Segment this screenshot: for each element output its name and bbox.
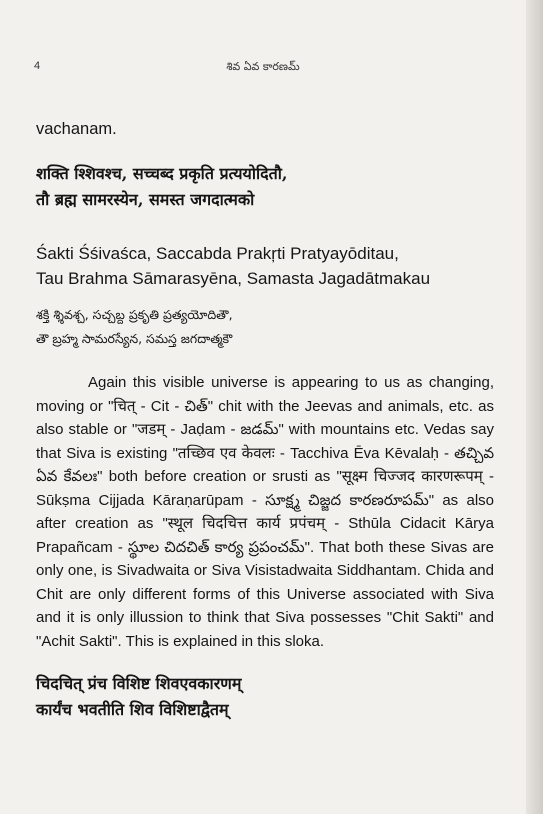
closing-verse-line: चिदचित् प्रंच विशिष्ट शिवएवकारणम्	[36, 674, 242, 693]
verse-telugu-line: శక్తి శ్శివశ్చ, సచ్చబ్ద ప్రకృతి ప్రత్యయోదితౌ,	[36, 307, 233, 322]
page-number: 4	[34, 60, 41, 72]
closing-verse	[36, 671, 494, 723]
body-paragraph-block	[36, 371, 494, 653]
page-header	[34, 60, 492, 80]
verse-devanagari-line: तौ ब्रह्म सामरस्येन, समस्त जगदात्मको	[36, 190, 255, 209]
verse-transliteration-line: Śakti Śśivaśca, Saccabda Prakŗti Pratyayōditau,	[36, 244, 399, 263]
verse-devanagari	[36, 161, 494, 213]
page-edge	[526, 0, 543, 814]
running-title: శివ ఏవ కారణమ్	[226, 60, 300, 73]
verse-transliteration	[36, 241, 494, 291]
closing-verse-line: कार्यंच भवतीति शिव विशिष्टाद्वैतम्	[36, 700, 229, 719]
verse-telugu	[36, 303, 494, 351]
intro-word: vachanam.	[36, 120, 117, 138]
body-paragraph: Again this visible universe is appearing to us as changing, moving or "चित् - Cit - చిత్" chit with the Jeevas and animals, etc. as also stable or "जडम् - Jaḍam - జడమ్" with mountains etc. Vedas say that Siva is existing "तच्छिव एव केवलः - Tacchiva Ēva Kēvalaḥ - తచ్చివ ఏవ కేవలః" both before creation or srusti as "सूक्ष्म चिज्जद कारणरूपम् - Sūkṣma Cijjada Kāraṇarūpam - సూక్ష్మ చిజ్జద కారణరూపమ్" as also after creation as "स्थूल चिदचित्त कार्य प्रपंचम् - Sthūla Cidacit Kārya Prapañcam - స్థూల చిదచిత్ కార్య ప్రపంచమ్". That both these Sivas are only one, is Sivadwaita or Siva Visistadwaita Siddhantam. Chida and Chit are only different forms of this Universe associated with Siva and it is only illussion to think that Siva possesses "Chit Sakti" and "Achit Sakti". This is explained in this sloka.	[36, 374, 494, 650]
verse-devanagari-line: शक्ति श्शिवश्च, सच्चब्द प्रकृति प्रत्ययोदितौ,	[36, 164, 288, 183]
verse-telugu-line: తౌ బ్రహ్మ సామరస్యేన, సమస్త జగదాత్మకౌ	[36, 331, 233, 346]
page-content	[36, 120, 494, 723]
verse-transliteration-line: Tau Brahma Sāmarasyēna, Samasta Jagadātmakau	[36, 269, 431, 288]
